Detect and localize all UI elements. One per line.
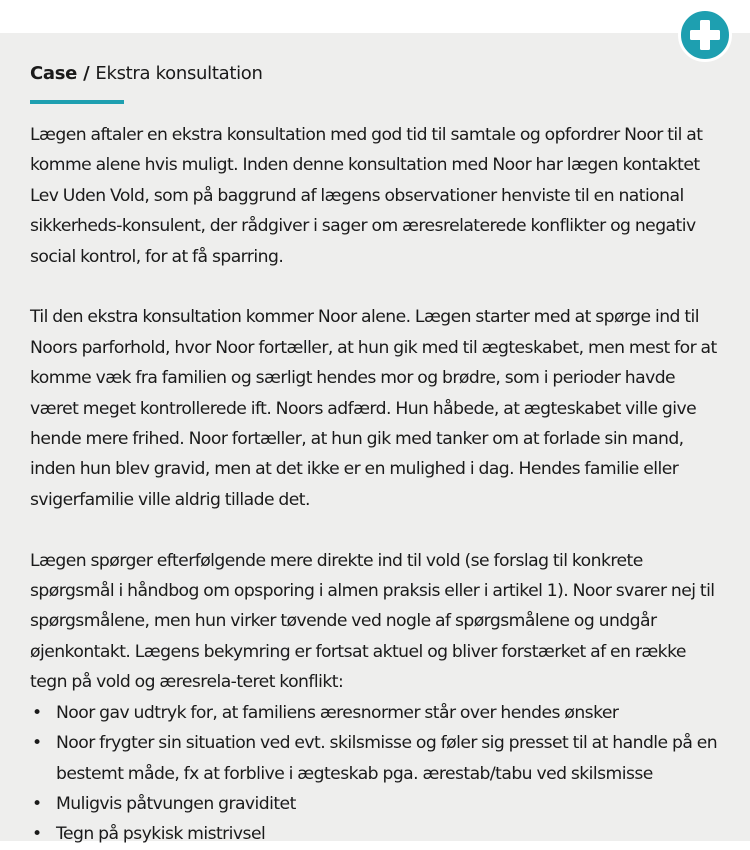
bullet-glyph: •: [32, 824, 42, 845]
list-item-text: Noor gav udtryk for, at familiens æresnormer står over hendes ønsker: [56, 702, 619, 723]
paragraph-2: Til den ekstra konsultation kommer Noor alene. Lægen starter med at spørge ind til Noors parforhold, hvor Noor fortæller, at hun gik med til ægteskabet, men mest for at komme væk fra familien og særligt hendes mor og brødre, som i perioder havde været meget kontrollerede ift. Noors adfærd. Hun håbede, at ægteskabet ville give hende mere frihed. Noor fortæller, at hun gik med tanker om at forlade sin mand, inden hun blev gravid, men at det ikke er en mulighed i dag. Hendes familie eller svigerfamilie ville aldrig tillade det.: [30, 307, 717, 510]
list-item: [30, 698, 725, 728]
bullet-glyph: •: [32, 793, 42, 814]
case-label: Case: [30, 63, 78, 84]
case-heading: [30, 63, 263, 84]
list-item-text: Muligvis påtvungen graviditet: [56, 793, 296, 814]
sign-list: [30, 698, 725, 850]
plus-badge: [678, 8, 732, 62]
list-item-text: Tegn på psykisk mistrivsel: [56, 824, 266, 845]
case-title: Ekstra konsultation: [95, 63, 263, 84]
list-item: [30, 789, 725, 819]
accent-underline: [30, 100, 124, 104]
paragraph-1: Lægen aftaler en ekstra konsultation med god tid til samtale og opfordrer Noor til at komme alene hvis muligt. Inden denne konsultation med Noor har lægen kontaktet Lev Uden Vold, som på baggrund af lægens observationer henviste til en national sikkerheds-konsulent, der rådgiver i sager om æresrelaterede konflikter og negativ social kontrol, for at få sparring.: [30, 125, 703, 267]
list-item: [30, 728, 725, 789]
heading-separator: /: [83, 63, 90, 84]
bullet-glyph: •: [32, 702, 42, 723]
plus-circle-icon: [681, 11, 729, 59]
list-item-text: Noor frygter sin situation ved evt. skilsmisse og føler sig presset til at handle på en bestemt måde, fx at forblive i ægteskab pga. ærestab/tabu ved skilsmisse: [56, 733, 718, 784]
list-item: [30, 819, 725, 849]
paragraph-3: Lægen spørger efterfølgende mere direkte ind til vold (se forslag til konkrete spørgsmål i håndbog om opsporing i almen praksis eller i artikel 1). Noor svarer nej til spørgsmålene, men hun virker tøvende ved nogle af spørgsmålene og undgår øjenkontakt. Lægens bekymring er fortsat aktuel og bliver forstærket af en række tegn på vold og æresrela-teret konflikt:: [30, 550, 715, 693]
bullet-glyph: •: [32, 733, 42, 754]
case-body: [30, 120, 725, 850]
